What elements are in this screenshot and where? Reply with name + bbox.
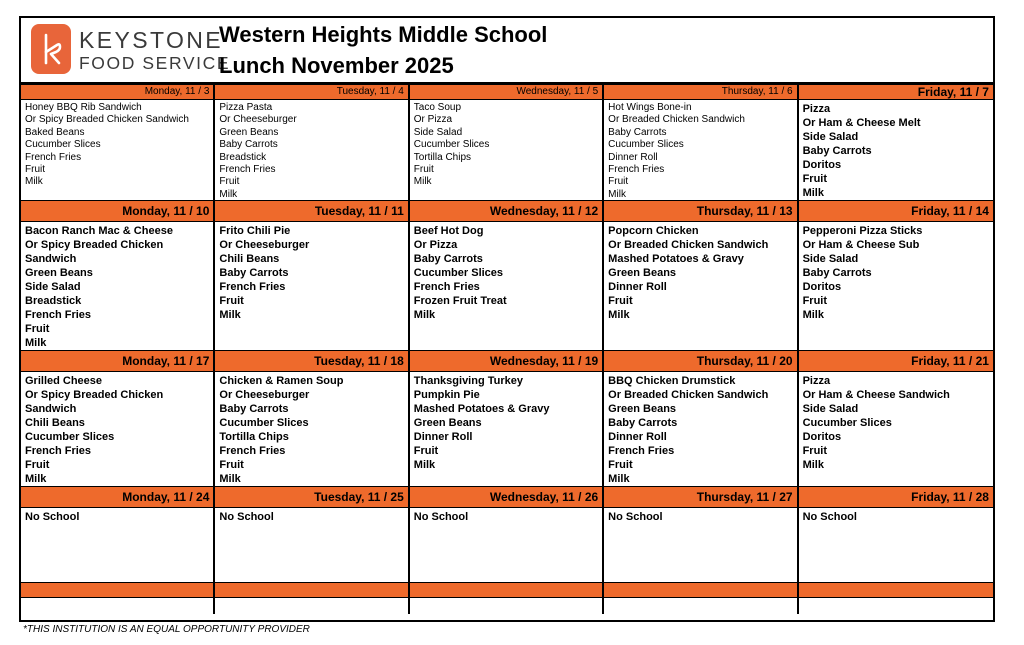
menu-item: Cucumber Slices [413,139,490,151]
empty-header-cell [215,583,409,597]
menu-item: No School [608,511,663,523]
day-menu [215,372,409,486]
menu-item: Milk [25,337,47,349]
day-header: Wednesday, 11 / 5 [410,84,604,100]
menu-item: Fruit [802,295,828,307]
menu-item: Cucumber Slices [608,139,684,151]
day-menu [21,508,215,582]
day-header: Thursday, 11 / 13 [604,200,798,222]
empty-header-cell [799,583,993,597]
day-menu [21,372,215,486]
menu-item: Doritos [802,159,842,171]
day-menu [604,222,798,350]
day-header: Monday, 11 / 3 [21,84,215,100]
menu-item: Or Ham & Cheese Melt [802,117,921,129]
menu-item: No School [413,511,469,523]
empty-week-menu-row [21,598,993,614]
menu-item: Milk [219,188,238,200]
menu-item: Milk [608,188,626,200]
day-header: Monday, 11 / 24 [21,486,215,508]
day-menu [604,100,798,200]
menu-item: Dinner Roll [608,151,658,163]
menu-item: Fruit [219,295,244,307]
menu-item: Baby Carrots [219,139,278,151]
menu-item: Pepperoni Pizza Sticks [802,225,923,237]
menu-item: Fruit [219,459,244,471]
menu-item: Frito Chili Pie [219,225,291,237]
empty-header-cell [410,583,604,597]
menu-item: Green Beans [608,267,677,279]
menu-item: Milk [802,459,824,471]
menu-item: Popcorn Chicken [608,225,699,237]
menu-item: Honey BBQ Rib Sandwich [25,102,142,113]
menu-item: Baby Carrots [413,253,483,265]
menu-item: Or Breaded Chicken Sandwich [608,239,769,251]
equal-opportunity-notice: *THIS INSTITUTION IS AN EQUAL OPPORTUNITY PROVIDER [23,624,310,635]
menu-item: Fruit [802,173,828,185]
day-header: Monday, 11 / 10 [21,200,215,222]
menu-item: Frozen Fruit Treat [413,295,507,307]
week-row-1-headers [21,84,993,100]
calendar-grid [21,84,993,614]
empty-header-cell [604,583,798,597]
menu-item: Milk [219,473,241,485]
menu-item: Fruit [25,323,50,335]
day-header: Thursday, 11 / 27 [604,486,798,508]
day-menu [410,508,604,582]
menu-item: Fruit [219,176,240,188]
menu-item: Green Beans [413,417,482,429]
menu-item: Milk [25,176,43,188]
keystone-logo [31,24,231,78]
menu-item: Baby Carrots [608,417,678,429]
menu-item: No School [802,511,857,523]
menu-item: Mashed Potatoes & Gravy [608,253,744,265]
day-menu [799,222,993,350]
menu-item: Dinner Roll [608,281,667,293]
day-header: Friday, 11 / 14 [799,200,993,222]
day-header: Wednesday, 11 / 12 [410,200,604,222]
menu-item: Thanksgiving Turkey [413,375,523,387]
menu-item: Baby Carrots [219,267,289,279]
menu-item: Side Salad [802,403,859,415]
day-header: Friday, 11 / 7 [799,84,993,100]
menu-item: Or Ham & Cheese Sandwich [802,389,950,401]
menu-item: Baby Carrots [802,145,872,157]
menu-item: Doritos [802,281,842,293]
menu-item: Or Spicy Breaded Chicken [25,389,164,401]
day-menu [21,222,215,350]
school-name: Western Heights Middle School [219,22,548,47]
day-header: Thursday, 11 / 20 [604,350,798,372]
week-row-2-headers [21,200,993,222]
menu-item: French Fries [219,164,276,176]
menu-item: Doritos [802,431,842,443]
menu-item: Chili Beans [219,253,280,265]
menu-item: Side Salad [25,281,81,293]
menu-item: French Fries [608,164,665,176]
empty-menu-cell [604,598,798,614]
menu-item: Side Salad [802,253,859,265]
menu-item: Milk [25,473,47,485]
week-row-4-headers [21,486,993,508]
menu-item: Milk [413,309,436,321]
empty-menu-cell [215,598,409,614]
menu-item: Pizza Pasta [219,102,273,113]
menu-item: Pizza [802,103,831,115]
menu-item: Green Beans [25,267,93,279]
menu-item: Fruit [413,445,439,457]
menu-item: French Fries [25,445,92,457]
menu-item: Fruit [608,295,633,307]
menu-item: Grilled Cheese [25,375,103,387]
menu-item: Milk [219,309,241,321]
menu-item: Milk [413,176,432,188]
menu-item: Milk [608,309,630,321]
day-header: Thursday, 11 / 6 [604,84,798,100]
menu-item: Tortilla Chips [219,431,289,443]
menu-item: Chicken & Ramen Soup [219,375,344,387]
menu-item: No School [25,511,80,523]
keystone-k-icon [31,24,71,74]
menu-item: French Fries [608,445,675,457]
menu-item: No School [219,511,274,523]
empty-menu-cell [410,598,604,614]
menu-item: Dinner Roll [413,431,473,443]
menu-item: Dinner Roll [608,431,667,443]
menu-item: French Fries [25,309,92,321]
day-menu [21,100,215,200]
menu-item: Breadstick [25,295,82,307]
logo-line-2: FOOD SERVICE [79,53,231,73]
day-header: Wednesday, 11 / 26 [410,486,604,508]
day-menu [215,222,409,350]
menu-item: Tortilla Chips [413,151,472,163]
day-menu [799,372,993,486]
menu-item: French Fries [219,445,286,457]
day-menu [604,508,798,582]
menu-item: Or Cheeseburger [219,389,310,401]
logo-line-1: KEYSTONE [79,27,224,53]
day-header: Friday, 11 / 21 [799,350,993,372]
day-menu [215,508,409,582]
day-header: Tuesday, 11 / 11 [215,200,409,222]
week-row-3-menus [21,372,993,486]
menu-item: Milk [413,459,436,471]
menu-item: Cucumber Slices [219,417,309,429]
menu-item: Fruit [608,176,629,188]
menu-item: French Fries [413,281,480,293]
day-header: Monday, 11 / 17 [21,350,215,372]
menu-item: Or Pizza [413,239,458,251]
empty-menu-cell [799,598,993,614]
menu-item: Cucumber Slices [802,417,892,429]
menu-item: Milk [608,473,630,485]
menu-item: Sandwich [25,253,77,265]
day-menu [604,372,798,486]
menu-item: Baby Carrots [219,403,289,415]
menu-item: Baby Carrots [608,126,667,138]
menu-item: Breadstick [219,151,267,163]
day-header: Friday, 11 / 28 [799,486,993,508]
day-header: Tuesday, 11 / 4 [215,84,409,100]
week-row-1-menus [21,100,993,200]
empty-menu-cell [21,598,215,614]
menu-item: Cucumber Slices [25,139,101,151]
day-menu [410,372,604,486]
menu-item: Pumpkin Pie [413,389,480,401]
menu-item: Fruit [25,164,45,176]
menu-item: French Fries [219,281,286,293]
menu-item: Bacon Ranch Mac & Cheese [25,225,173,237]
menu-item: Or Breaded Chicken Sandwich [608,114,745,126]
menu-item: Milk [802,309,824,321]
menu-item: Beef Hot Dog [413,225,484,237]
week-row-2-menus [21,222,993,350]
menu-item: Side Salad [413,126,463,138]
menu-item: Or Spicy Breaded Chicken Sandwich [25,114,189,126]
menu-item: Fruit [413,164,434,176]
day-menu [410,100,604,200]
menu-item: Baked Beans [25,126,85,138]
day-header: Tuesday, 11 / 18 [215,350,409,372]
day-menu [215,100,409,200]
week-row-4-menus [21,508,993,582]
menu-item: Side Salad [802,131,859,143]
menu-item: BBQ Chicken Drumstick [608,375,736,387]
empty-header-cell [21,583,215,597]
menu-item: Or Cheeseburger [219,114,297,126]
menu-item: Or Pizza [413,114,453,126]
menu-item: Fruit [608,459,633,471]
menu-item: Green Beans [219,126,279,138]
menu-item: Or Ham & Cheese Sub [802,239,920,251]
menu-item: Pizza [802,375,831,387]
menu-item: French Fries [25,151,82,163]
menu-item: Mashed Potatoes & Gravy [413,403,550,415]
menu-item: Or Cheeseburger [219,239,310,251]
menu-item: Taco Soup [413,102,462,113]
menu-header [21,18,993,84]
day-menu [410,222,604,350]
menu-item: Or Breaded Chicken Sandwich [608,389,769,401]
menu-item: Milk [802,187,824,199]
menu-item: Cucumber Slices [25,431,115,443]
day-header: Wednesday, 11 / 19 [410,350,604,372]
empty-week-header-row [21,582,993,598]
menu-month-title: Lunch November 2025 [219,53,454,78]
menu-item: Or Spicy Breaded Chicken [25,239,164,251]
menu-calendar [19,16,995,622]
menu-item: Fruit [25,459,50,471]
menu-item: Hot Wings Bone-in [608,102,692,113]
week-row-3-headers [21,350,993,372]
menu-item: Baby Carrots [802,267,872,279]
menu-item: Cucumber Slices [413,267,504,279]
menu-item: Sandwich [25,403,77,415]
menu-item: Green Beans [608,403,677,415]
day-header: Tuesday, 11 / 25 [215,486,409,508]
day-menu [799,508,993,582]
menu-item: Chili Beans [25,417,85,429]
day-menu [799,100,993,200]
menu-item: Fruit [802,445,828,457]
